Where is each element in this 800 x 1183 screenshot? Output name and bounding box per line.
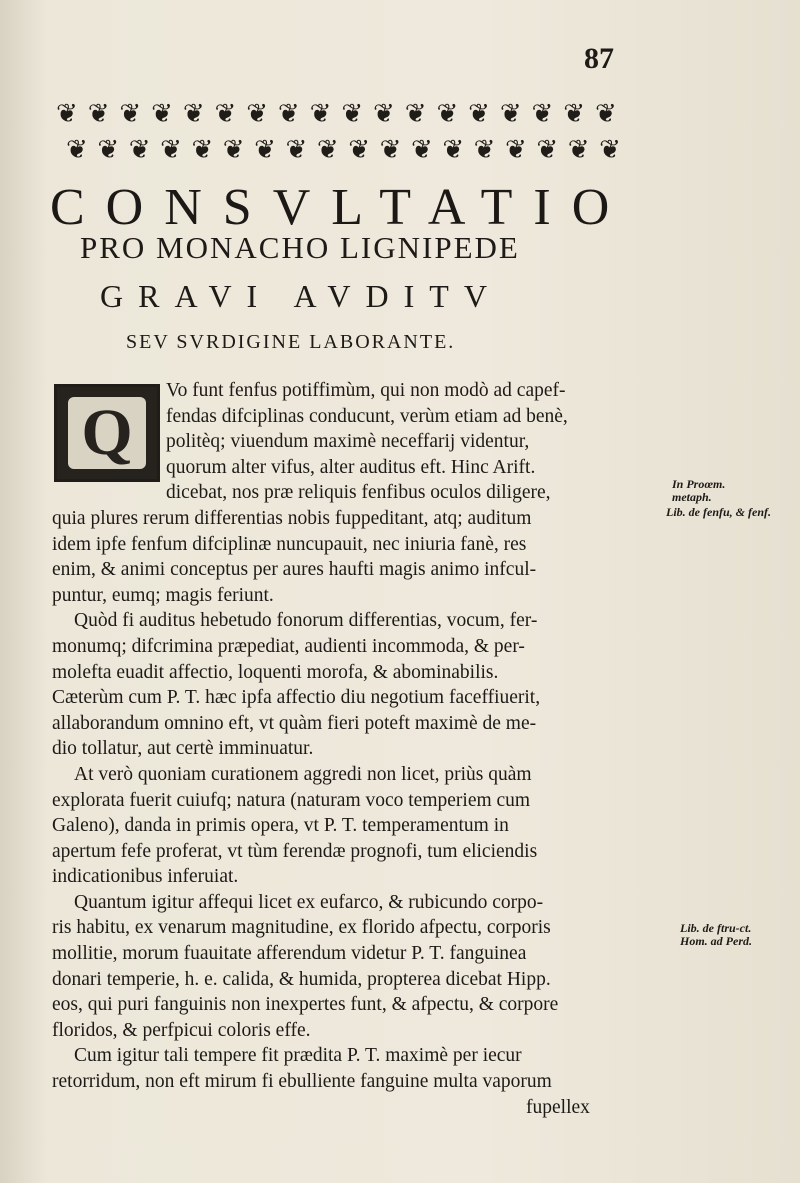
ornament-icon: ❦ [442, 135, 464, 164]
text-line: retorridum, non eft mirum fi ebulliente fanguine multa vaporum [52, 1071, 552, 1093]
ornament-icon: ❦ [531, 99, 553, 128]
ornament-icon: ❦ [160, 135, 181, 164]
text-line: Galeno), danda in primis opera, vt P. T. temperamentum in [52, 815, 509, 837]
title-line-2: PRO MONACHO LIGNIPEDE [80, 230, 520, 265]
text-line: politèq; viuendum maximè neceffarij videntur, [166, 431, 530, 453]
ornament-icon: ❦ [410, 135, 432, 164]
ornament-icon: ❦ [151, 99, 172, 128]
ornament-icon: ❦ [222, 135, 244, 164]
margin-note: Lib. de ftru-ct. Hom. ad Perd. [680, 921, 752, 948]
ornament-icon: ❦ [277, 99, 299, 128]
text-line: mollitie, morum fuauitate afferendum videtur P. T. fanguinea [52, 943, 527, 965]
ornament-icon: ❦ [348, 135, 370, 164]
ornament-icon: ❦ [473, 135, 495, 164]
ornament-icon: ❦ [246, 99, 268, 128]
text-line: Quòd fi auditus hebetudo fonorum differentias, vocum, fer- [74, 610, 538, 632]
ornament-icon: ❦ [87, 99, 109, 128]
ornament-icon: ❦ [191, 135, 213, 164]
text-line: allaborandum omnino eft, vt quàm fieri poteft maximè de me- [52, 712, 537, 734]
ornament-icon: ❦ [373, 99, 394, 128]
ornament-icon: ❦ [436, 99, 458, 128]
margin-note: In Proœm. metaph. [672, 477, 726, 504]
title-line-4: SEV SVRDIGINE LABORANTE. [126, 331, 456, 353]
ornament-icon: ❦ [66, 135, 87, 164]
text-line: eos, qui puri fanguinis non inexpertes funt, & afpectu, & corpore [52, 994, 559, 1016]
text-line: explorata fuerit cuiufq; natura (naturam voco temperiem cum [52, 789, 531, 811]
ornament-icon: ❦ [128, 135, 150, 164]
ornament-icon: ❦ [309, 99, 331, 128]
text-line: Cæterùm cum P. T. hæc ipfa affectio diu negotium faceffiuerit, [52, 687, 541, 709]
text-line: dio tollatur, aut certè imminuatur. [52, 738, 314, 760]
ornament-icon: ❦ [341, 99, 363, 128]
ornament-icon: ❦ [499, 99, 521, 128]
ornament-icon: ❦ [536, 135, 558, 164]
ornament-icon: ❦ [505, 135, 526, 164]
text-line: molefta euadit affectio, loquenti morofa, & abominabilis. [52, 661, 499, 683]
catchword: fupellex [526, 1096, 590, 1118]
title-line-3: GRAVI AVDITV [100, 278, 502, 314]
ornament-icon: ❦ [97, 135, 119, 164]
ornament-icon: ❦ [285, 135, 307, 164]
drop-cap-letter: Q [68, 397, 146, 469]
ornament-icon: ❦ [254, 135, 275, 164]
ornament-icon: ❦ [468, 99, 489, 128]
text-line: idem ipfe fenfum difciplinæ nuncupauit, nec iniuria fanè, res [52, 533, 527, 555]
ornament-icon: ❦ [404, 99, 426, 128]
title-main: CONSVLTATIO [50, 179, 631, 236]
text-line: dicebat, nos præ reliquis fenfibus oculos diligere, [166, 482, 551, 504]
text-line: quorum alter vifus, alter auditus eft. Hinc Arift. [166, 456, 536, 478]
ornament-icon: ❦ [563, 99, 585, 128]
page-number: 87 [584, 42, 614, 75]
ornament-icon: ❦ [379, 135, 401, 164]
ornament-icon: ❦ [594, 99, 616, 128]
text-line: monumq; difcrimina præpediat, audienti incommoda, & per- [52, 635, 525, 657]
text-line: At verò quoniam curationem aggredi non licet, priùs quàm [74, 763, 532, 785]
text-line: quia plures rerum differentias nobis fuppeditant, atq; auditum [52, 507, 532, 529]
text-line: apertum fefe proferat, vt tùm ferendæ prognofi, tum eliciendis [52, 840, 538, 862]
text-line: Vo funt fenfus potiffimùm, qui non modò ad capef- [166, 380, 566, 401]
text-line: donari temperie, h. e. calida, & humida, propterea dicebat Hipp. [52, 968, 551, 990]
body-text [52, 378, 640, 1120]
ornament-icon: ❦ [316, 135, 338, 164]
text-line: ris habitu, ex venarum magnitudine, ex florido afpectu, corporis [52, 917, 551, 939]
ornament-icon: ❦ [56, 99, 77, 128]
text-line: Quantum igitur affequi licet ex eufarco, & rubicundo corpo- [74, 891, 544, 913]
text-line: indicationibus inferuiat. [52, 866, 239, 888]
ornament-icon: ❦ [119, 99, 141, 128]
text-line: floridos, & perfpicui coloris effe. [52, 1019, 311, 1041]
ornament-icon: ❦ [214, 99, 236, 128]
text-line: fendas difciplinas conducunt, verùm etiam ad benè, [166, 405, 568, 427]
ornament-icon: ❦ [182, 99, 204, 128]
text-line: enim, & animi conceptus per aures haufti magis animo infcul- [52, 559, 537, 581]
text-line: Cum igitur tali tempere fit prædita P. T. maximè per iecur [74, 1045, 522, 1067]
text-line: puntur, eumq; magis feriunt. [52, 584, 274, 606]
ornament-row-top [56, 96, 616, 132]
ornament-icon: ❦ [567, 135, 589, 164]
decorative-header-border [56, 96, 620, 172]
ornament-icon: ❦ [599, 135, 620, 164]
margin-note: Lib. de fenfu, & fenf. [666, 505, 771, 519]
ornament-row-bottom [66, 132, 620, 168]
